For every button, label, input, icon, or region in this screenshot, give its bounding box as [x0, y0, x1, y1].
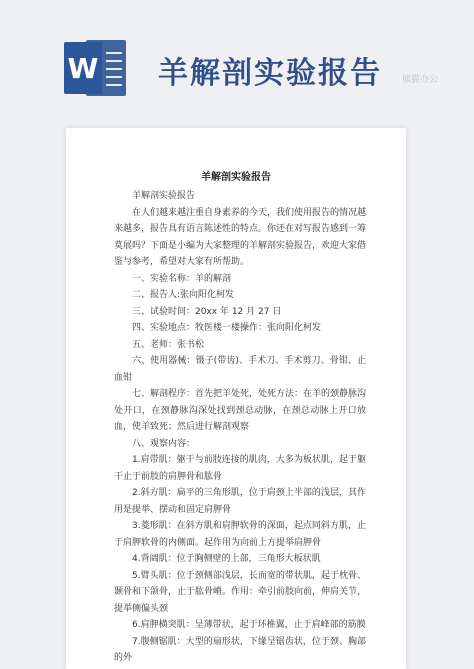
- paragraph: 五、老师：张书松: [132, 339, 205, 350]
- paragraph: 六、使用器械：镊子(带齿)、手术刀、手术剪刀、骨钳、止血钳: [114, 356, 366, 383]
- paragraph: 4.背阔肌：位于胸侧壁的上部，三角形大板状肌: [132, 554, 321, 564]
- paragraph: 6.肩胛横突肌：呈薄带状，起于环椎翼，止于肩峰部的筋膜: [132, 620, 366, 630]
- banner: [0, 0, 474, 120]
- paragraph: 二、报告人:张向阳化柯发: [132, 290, 235, 300]
- paragraph: 在人们越来越注重自身素养的今天，我们使用报告的情况越来越多，报告具有语言陈述性的特点。你还在对写报告感到一筹莫展吗？下面是小编为大家整理的羊解剖实验报告，欢迎大家借鉴与参考，希望对大家有所帮助。: [114, 207, 367, 267]
- paragraph: 7.腹侧锯肌：大型的扇形状，下缘呈锯齿状，位于颈、胸部的外: [114, 636, 366, 663]
- paragraph: 八、观察内容：: [132, 438, 196, 449]
- document-title: 羊解剖实验报告: [201, 172, 271, 183]
- paragraph: 一、实验名称：羊的解剖: [132, 273, 232, 284]
- paragraph: 5.臂头肌：位于颈侧部浅层，长而宽的带状肌，起于枕骨、颞骨和下颌骨，止于肱骨嵴。作用：牵引前肢向前，伸肩关节，提举侧偏头颈: [114, 570, 367, 614]
- banner-title: 羊解剖实验报告: [158, 56, 382, 91]
- paragraph: 2.斜方肌：扁平的三角形肌，位于肩颈上半部的浅层，其作用是提举、摆动和固定肩胛骨: [114, 488, 366, 515]
- paragraph: 三、试验时间：20xx 年 12 月 27 日: [132, 306, 282, 317]
- paragraph: 1.肩带肌：躯干与前肢连接的肌肉，大多为板状肌，起于躯干止于前肢的肩胛骨和肱骨: [114, 455, 366, 482]
- paragraph: 四、实验地点：牧医楼一楼操作：张向阳化柯发: [132, 323, 322, 333]
- word-icon-letter: W: [64, 42, 102, 94]
- paragraph: 羊解剖实验报告: [132, 191, 196, 201]
- paragraph: 七、解剖程序：首先把羊处死，处死方法：在羊的颈静脉沟处开口，在颈静脉沟深处找到颈总动脉，在颈总动脉上开口放血，使羊致死；然后进行解剖观察: [114, 389, 367, 432]
- document-body: [114, 188, 366, 667]
- paragraph: 3.菱形肌：在斜方肌和肩胛软骨的深面，起点同斜方肌，止于肩胛软骨的内侧面。起作用为向前上方提举肩胛骨: [114, 521, 366, 548]
- watermark: 熊猫办公: [402, 75, 439, 85]
- word-icon: [64, 40, 128, 96]
- document-page: [66, 128, 406, 669]
